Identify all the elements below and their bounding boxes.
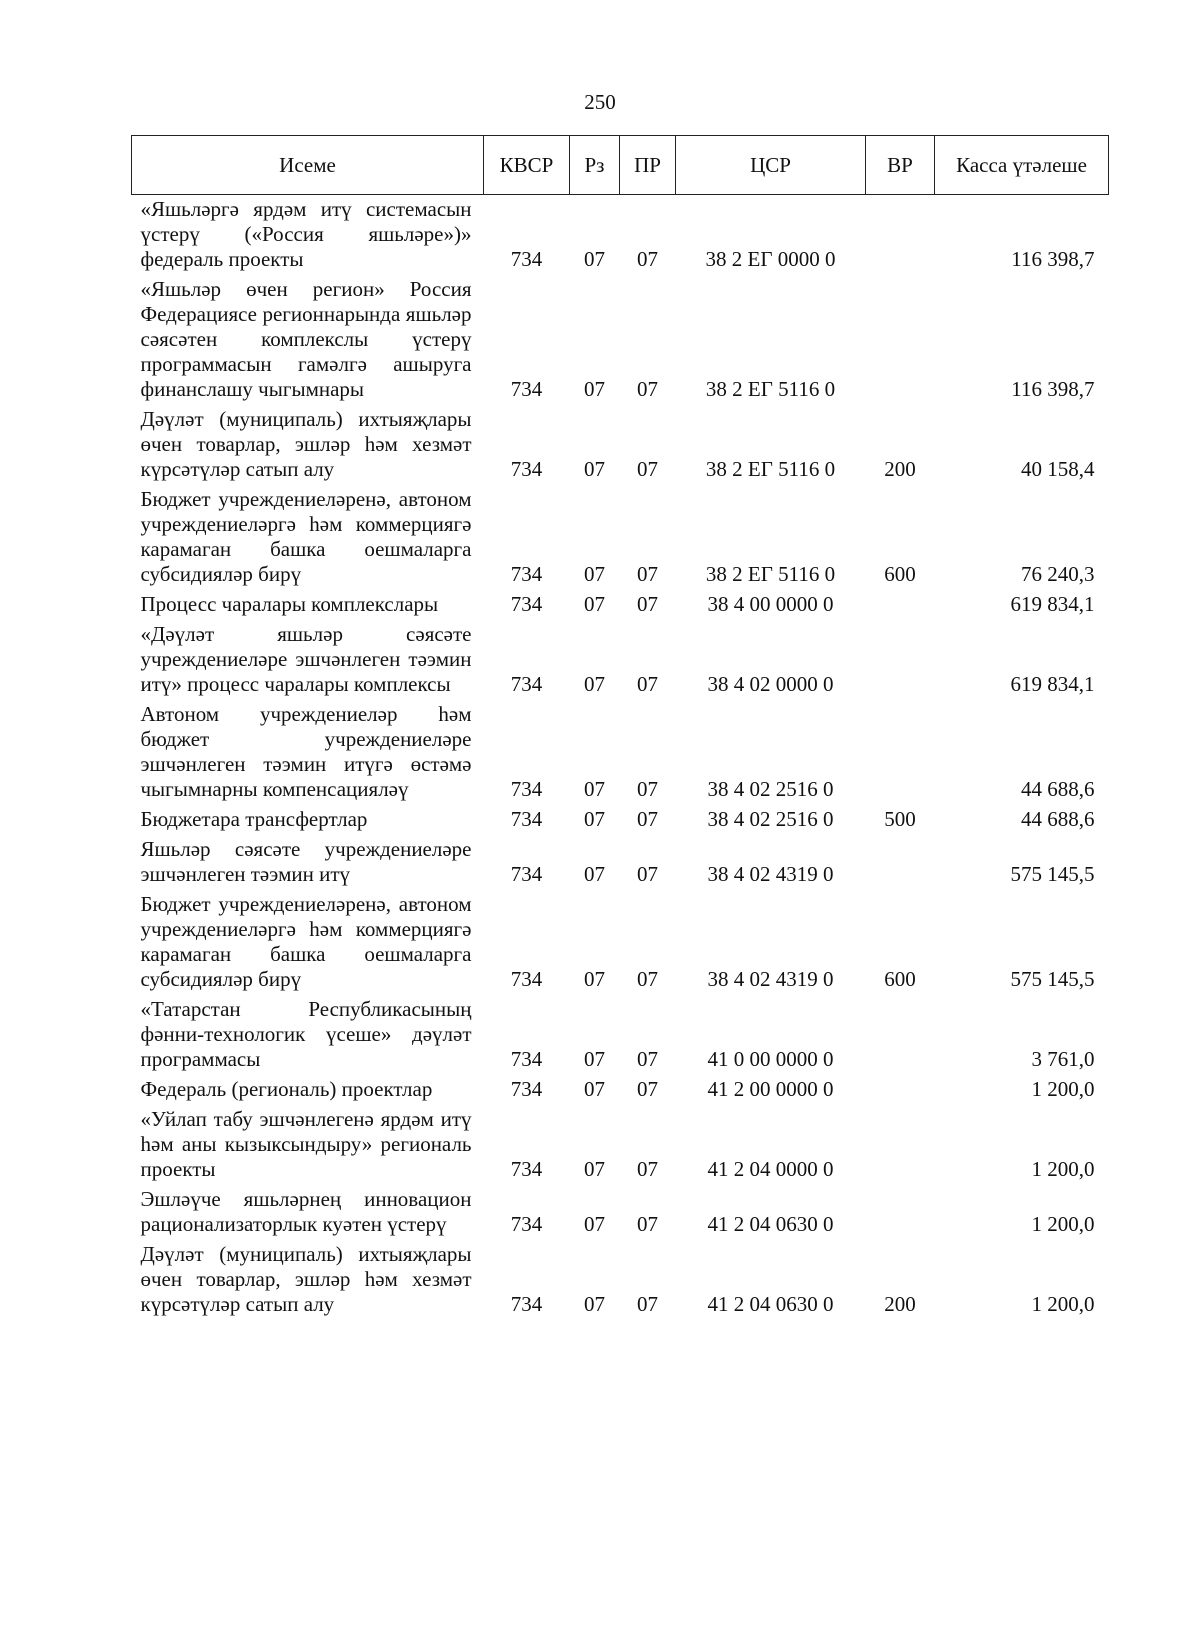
row-csr: 41 2 04 0000 0	[707, 1157, 834, 1181]
row-pr: 07	[637, 1292, 658, 1316]
table-row	[132, 1240, 1109, 1320]
table-row	[132, 590, 1109, 620]
row-rz: 07	[584, 1077, 605, 1101]
row-csr: 38 2 ЕГ 0000 0	[705, 247, 836, 271]
row-amount: 575 145,5	[1010, 967, 1095, 991]
row-pr: 07	[637, 247, 658, 271]
budget-table	[131, 135, 1109, 1320]
row-vr	[866, 995, 935, 1075]
row-kvsr: 734	[510, 1077, 543, 1101]
row-csr: 38 2 ЕГ 5116 0	[705, 377, 836, 401]
row-amount: 116 398,7	[1011, 377, 1095, 401]
row-rz: 07	[584, 247, 605, 271]
row-vr: 200	[884, 1292, 916, 1316]
row-name: «Яшьләр өчен регион» Россия Федерациясе регионнарында яшьләр сәясәтен комплекслы үстерү программасын гамәлгә ашыруга финанслашу чыгымнары	[140, 277, 472, 401]
table-row	[132, 890, 1109, 995]
row-rz: 07	[584, 1292, 605, 1316]
row-csr: 41 2 04 0630 0	[707, 1292, 834, 1316]
header-amount: Касса үтәлеше	[935, 136, 1109, 195]
row-pr: 07	[637, 592, 658, 616]
row-kvsr: 734	[510, 967, 543, 991]
row-vr: 500	[884, 807, 916, 831]
row-rz: 07	[584, 862, 605, 886]
header-kvsr: КВСР	[484, 136, 570, 195]
row-pr: 07	[637, 457, 658, 481]
row-rz: 07	[584, 592, 605, 616]
row-name: Процесс чаралары комплекслары	[140, 592, 439, 616]
table-body	[132, 195, 1109, 1321]
header-vr: ВР	[866, 136, 935, 195]
row-rz: 07	[584, 1047, 605, 1071]
row-vr	[866, 590, 935, 620]
row-vr	[866, 700, 935, 805]
row-vr: 200	[884, 457, 916, 481]
row-pr: 07	[637, 1047, 658, 1071]
row-rz: 07	[584, 562, 605, 586]
row-vr	[866, 195, 935, 276]
table-row	[132, 195, 1109, 276]
row-csr: 41 2 04 0630 0	[707, 1212, 834, 1236]
row-name: Дәүләт (муниципаль) ихтыяҗлары өчен товарлар, эшләр һәм хезмәт күрсәтүләр сатып алу	[140, 407, 472, 481]
row-rz: 07	[584, 672, 605, 696]
row-vr	[866, 275, 935, 405]
row-amount: 40 158,4	[1021, 457, 1095, 481]
row-amount: 44 688,6	[1021, 777, 1095, 801]
header-csr: ЦСР	[676, 136, 866, 195]
table-row	[132, 405, 1109, 485]
header-pr: ПР	[620, 136, 676, 195]
row-vr	[866, 835, 935, 890]
row-name: Бюджет учреждениеләренә, автоном учреждениеләргә һәм коммерциягә карамаган башка оешмаларга субсидияләр бирү	[140, 892, 472, 991]
row-name: «Яшьләргә ярдәм итү системасын үстерү («Россия яшьләре»)» федераль проекты	[140, 197, 472, 271]
row-pr: 07	[637, 807, 658, 831]
row-csr: 38 2 ЕГ 5116 0	[705, 562, 836, 586]
row-rz: 07	[584, 457, 605, 481]
row-name: Бюджетара трансфертлар	[140, 807, 368, 831]
header-row	[132, 136, 1109, 195]
row-name: Автоном учреждениеләр һәм бюджет учреждениеләре эшчәнлеген тәэмин итүгә өстәмә чыгымнарны компенсацияләү	[140, 702, 472, 801]
row-rz: 07	[584, 377, 605, 401]
table-row	[132, 1075, 1109, 1105]
row-vr	[866, 620, 935, 700]
row-csr: 38 4 02 2516 0	[707, 807, 834, 831]
row-rz: 07	[584, 1212, 605, 1236]
row-name: «Дәүләт яшьләр сәясәте учреждениеләре эшчәнлеген тәэмин итү» процесс чаралары комплексы	[140, 622, 472, 696]
row-vr	[866, 1105, 935, 1185]
row-pr: 07	[637, 777, 658, 801]
table-header	[132, 136, 1109, 195]
row-pr: 07	[637, 672, 658, 696]
row-amount: 44 688,6	[1021, 807, 1095, 831]
row-csr: 38 2 ЕГ 5116 0	[705, 457, 836, 481]
row-pr: 07	[637, 1077, 658, 1101]
row-pr: 07	[637, 1212, 658, 1236]
row-amount: 1 200,0	[1031, 1077, 1095, 1101]
table-row	[132, 995, 1109, 1075]
row-pr: 07	[637, 967, 658, 991]
row-csr: 38 4 02 4319 0	[707, 967, 834, 991]
table-row	[132, 1185, 1109, 1240]
row-name: Дәүләт (муниципаль) ихтыяҗлары өчен товарлар, эшләр һәм хезмәт күрсәтүләр сатып алу	[140, 1242, 472, 1316]
row-kvsr: 734	[510, 777, 543, 801]
row-amount: 619 834,1	[1010, 592, 1095, 616]
row-pr: 07	[637, 1157, 658, 1181]
row-name: Яшьләр сәясәте учреждениеләре эшчәнлеген тәэмин итү	[140, 837, 472, 886]
row-kvsr: 734	[510, 1212, 543, 1236]
row-pr: 07	[637, 862, 658, 886]
row-csr: 41 2 00 0000 0	[707, 1077, 834, 1101]
table-row	[132, 700, 1109, 805]
row-csr: 38 4 00 0000 0	[707, 592, 834, 616]
table-row	[132, 1105, 1109, 1185]
row-kvsr: 734	[510, 562, 543, 586]
table-row	[132, 805, 1109, 835]
row-amount: 619 834,1	[1010, 672, 1095, 696]
row-amount: 1 200,0	[1031, 1157, 1095, 1181]
row-kvsr: 734	[510, 457, 543, 481]
row-csr: 38 4 02 2516 0	[707, 777, 834, 801]
table-row	[132, 485, 1109, 590]
row-vr: 600	[884, 967, 916, 991]
table-row	[132, 835, 1109, 890]
table-row	[132, 620, 1109, 700]
row-kvsr: 734	[510, 1292, 543, 1316]
row-kvsr: 734	[510, 1157, 543, 1181]
row-vr	[866, 1185, 935, 1240]
row-name: «Татарстан Республикасының фәнни-технологик үсеше» дәүләт программасы	[140, 997, 472, 1071]
row-kvsr: 734	[510, 377, 543, 401]
row-csr: 38 4 02 0000 0	[707, 672, 834, 696]
row-csr: 41 0 00 0000 0	[707, 1047, 834, 1071]
row-kvsr: 734	[510, 592, 543, 616]
row-kvsr: 734	[510, 672, 543, 696]
row-name: Эшләүче яшьләрнең инновацион рационализаторлык куәтен үстерү	[140, 1187, 472, 1236]
row-amount: 116 398,7	[1011, 247, 1095, 271]
row-vr	[866, 1075, 935, 1105]
header-name: Исеме	[132, 136, 484, 195]
header-rz: Рз	[570, 136, 620, 195]
row-name: Федераль (региональ) проектлар	[140, 1077, 433, 1101]
row-kvsr: 734	[510, 862, 543, 886]
row-kvsr: 734	[510, 1047, 543, 1071]
row-name: «Уйлап табу эшчәнлегенә ярдәм итү һәм аны кызыксындыру» региональ проекты	[140, 1107, 472, 1181]
row-pr: 07	[637, 377, 658, 401]
table-row	[132, 275, 1109, 405]
row-csr: 38 4 02 4319 0	[707, 862, 834, 886]
row-amount: 1 200,0	[1031, 1212, 1095, 1236]
row-vr: 600	[884, 562, 916, 586]
row-kvsr: 734	[510, 807, 543, 831]
row-name: Бюджет учреждениеләренә, автоном учреждениеләргә һәм коммерциягә карамаган башка оешмаларга субсидияләр бирү	[140, 487, 472, 586]
row-kvsr: 734	[510, 247, 543, 271]
row-amount: 3 761,0	[1031, 1047, 1095, 1071]
page-number: 250	[584, 90, 616, 114]
row-rz: 07	[584, 1157, 605, 1181]
row-amount: 1 200,0	[1031, 1292, 1095, 1316]
row-rz: 07	[584, 967, 605, 991]
row-amount: 76 240,3	[1021, 562, 1095, 586]
row-amount: 575 145,5	[1010, 862, 1095, 886]
row-rz: 07	[584, 807, 605, 831]
row-rz: 07	[584, 777, 605, 801]
row-pr: 07	[637, 562, 658, 586]
